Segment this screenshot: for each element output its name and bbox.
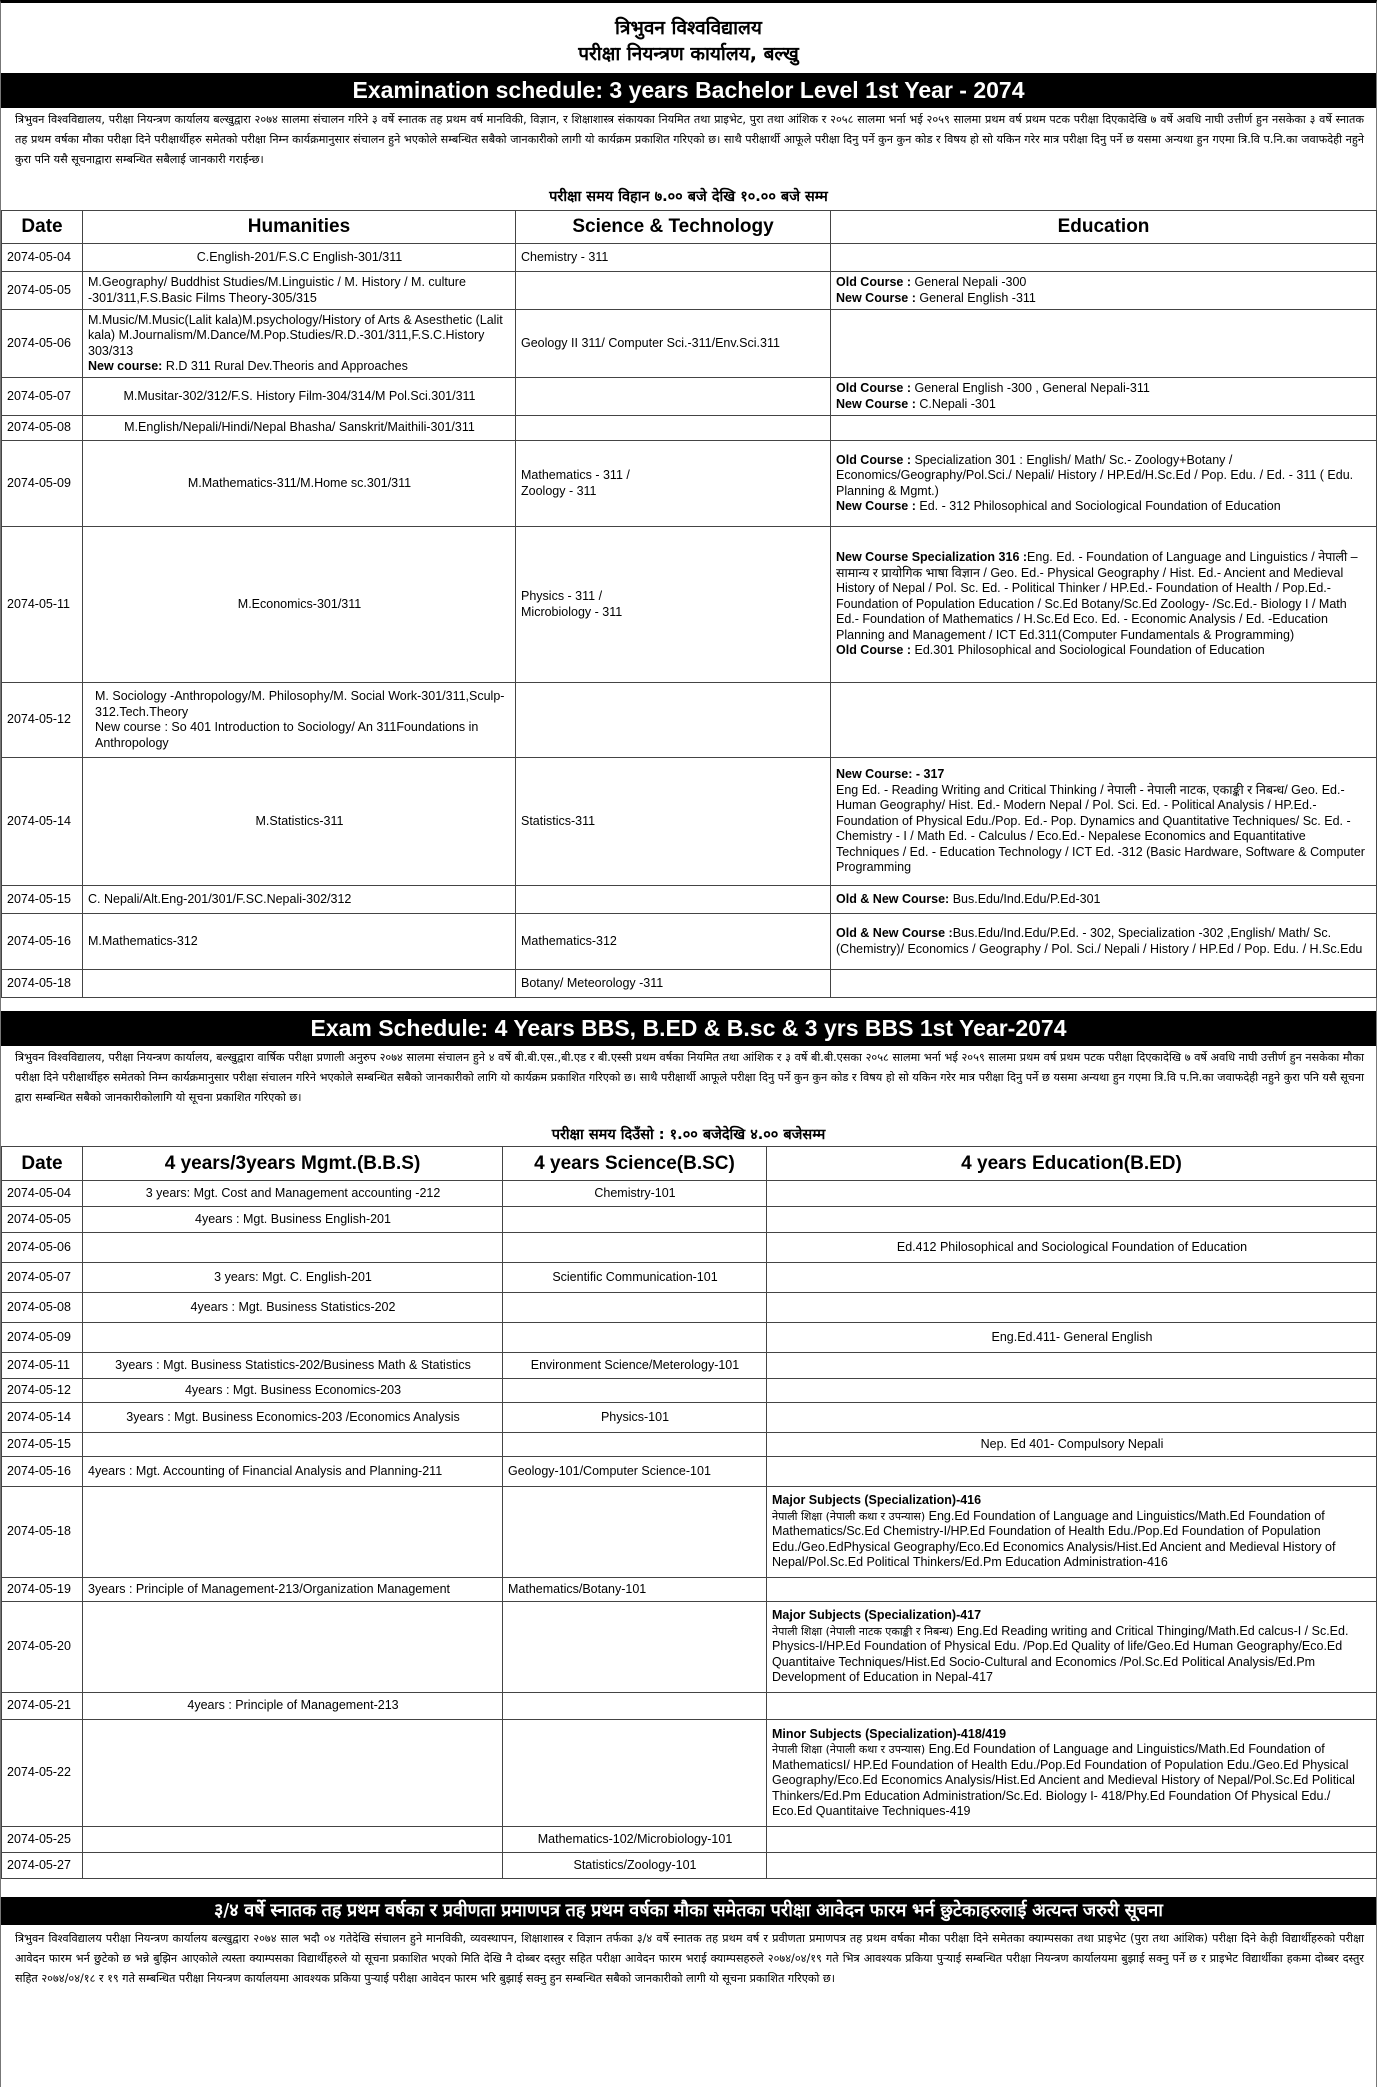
bed-cell xyxy=(767,1181,1377,1207)
date-cell: 2074-05-18 xyxy=(2,970,83,998)
education-cell xyxy=(831,416,1377,441)
bbs-cell: 3years : Mgt. Business Economics-203 /Economics Analysis xyxy=(83,1403,503,1433)
edu-label: Old Course : xyxy=(836,381,912,395)
table-row xyxy=(2,683,1377,758)
date-cell: 2074-05-19 xyxy=(2,1578,83,1602)
schedule-table-3yr xyxy=(1,210,1377,998)
bed-cell xyxy=(767,1457,1377,1487)
education-cell xyxy=(831,272,1377,310)
bsc-cell xyxy=(503,1602,767,1693)
bsc-cell xyxy=(503,1293,767,1323)
urgent-notice-title: ३/४ वर्षे स्नातक तह प्रथम वर्षका र प्रवीणता प्रमाणपत्र तह प्रथम वर्षका मौका समेतका परीक्षा आवेदन फारम भर्न छुटेकाहरुलाई अत्यन्त जरुरी सूचना xyxy=(1,1897,1376,1925)
bbs-cell: 4years : Mgt. Business Economics-203 xyxy=(83,1379,503,1403)
col-header-date: Date xyxy=(2,211,83,244)
edu-label: New Course : xyxy=(836,396,916,411)
edu-label: Old Course : xyxy=(836,643,912,658)
bsc-cell xyxy=(503,1207,767,1233)
edu-text: Bus.Edu/Ind.Edu/P.Ed. - 302, Specialization -302 ,English/ Math/ Sc.(Chemistry)/ Economics / Geography / Pol. Sci./ Nepali / History / HP.Ed / Pop. Edu. / H.Sc.Edu xyxy=(836,926,1363,956)
bed-cell xyxy=(767,1403,1377,1433)
bed-cell xyxy=(767,1827,1377,1853)
table-row xyxy=(2,970,1377,998)
science-cell xyxy=(516,527,831,683)
urgent-notice-body: त्रिभुवन विश्वविद्यालय परीक्षा नियन्त्रण कार्यालय बल्खुद्वारा २०७४ साल भदौ ०४ गतेदेखि संचालन हुने मानविकी, व्यवस्थापन, शिक्षाशास्त्र र विज्ञान तर्फका ३/४ वर्षे स्नातक तह प्रथम वर्ष र प्रवीणता प्रमाणपत्र तह प्रथम वर्षका मौका परीक्षा दिने समेतका क्याम्पसका तथा प्राइभेट (पुरा तथा आंशिक) परीक्षा दिने केही विद्यार्थीहरुको परीक्षा आवेदन फारम भर्न छुटेको छ भन्ने बुझिन आएकोले त्यस्ता क्याम्पसका विद्यार्थीहरुले यो सूचना प्रकाशित भएको मिति देखि नै दोब्बर दस्तुर सहित परीक्षा आवेदन फारम भराई क्याम्पसहरुले २०७४/०४/१९ गते भित्र आवश्यक प्रकिया पुऱ्याई सम्बन्धित परीक्षा नियन्त्रण कार्यालयमा बुझाई सक्नु पर्ने छ र प्राइभेट विद्यार्थीका हकमा दोब्बर दस्तुर सहित २०७४/०४/१८ र १९ गते सम्बन्धित परीक्षा नियन्त्रण कार्यालयमा आवश्यक प्रकिया पुऱ्याई परीक्षा आवेदन फारम भरि बुझाई सक्नु हुन सम्बन्धित सबैको जानकारीको लागी यो सूचना प्रकाशित गरिएको छ। xyxy=(15,1932,1365,1985)
bbs-cell xyxy=(83,1487,503,1578)
bed-cell xyxy=(767,1693,1377,1720)
table-header-row xyxy=(2,211,1377,244)
date-cell: 2074-05-08 xyxy=(2,1293,83,1323)
education-cell xyxy=(831,914,1377,970)
table-row xyxy=(2,758,1377,886)
edu-text: General Nepali -300 xyxy=(911,275,1027,289)
date-cell: 2074-05-09 xyxy=(2,1323,83,1353)
bbs-cell: 4years : Principle of Management-213 xyxy=(83,1693,503,1720)
education-cell xyxy=(831,310,1377,378)
humanities-cell: C.English-201/F.S.C English-301/311 xyxy=(83,244,516,272)
science-cell: Mathematics-312 xyxy=(516,914,831,970)
bed-cell xyxy=(767,1379,1377,1403)
date-cell: 2074-05-05 xyxy=(2,1207,83,1233)
science-cell xyxy=(516,378,831,416)
section2-timing: परीक्षा समय दिउँसो : १.०० बजेदेखि ४.०० बजेसम्म xyxy=(551,1127,826,1143)
table-row xyxy=(2,1207,1377,1233)
bsc-cell: Mathematics/Botany-101 xyxy=(503,1578,767,1602)
section2-notice: त्रिभुवन विश्वविद्यालय, परीक्षा नियन्त्रण कार्यालय, बल्खुद्वारा वार्षिक परीक्षा प्रणाली अनुरुप २०७४ सालमा संचालन हुने ४ वर्षे बी.बी.एस.,बी.एड र बी.एस्सी प्रथम वर्षका नियमित तथा आंशिक र ३ वर्षे बी.बी.एसका २०५८ सालमा भर्ना भई २०५९ सालमा प्रथम वर्ष प्रथम पटक परीक्षा दिएकादेखि ७ वर्षे अवधि नाघी उत्तीर्ण हुन नसकेका मौका परीक्षा दिने परीक्षार्थीहरु समेतको निम्न कार्यक्रमानुसार परीक्षा संचालन गरिने भएकोले सम्बन्धित सबैको जानकारीको लागि यो कार्यक्रम प्रकाशित गरिएको छ। साथै परीक्षार्थी आफूले परीक्षा दिनु पर्ने कुन कुन कोड र विषय हो सो यकिन गरेर मात्र परीक्षा दिनु पर्ने छ यसमा अन्यथा हुन गएमा त्रि.वि प.नि.का जवाफदेही नहुने कुरा पनि यसै सूचना द्वारा सम्बन्धित सबैको जानकारीकोलागि यो सूचना प्रकाशित गरिएको छ। xyxy=(15,1051,1364,1104)
edu-label: New Course: - 317 xyxy=(836,767,945,782)
humanities-cell: M.English/Nepali/Hindi/Nepal Bhasha/ Sanskrit/Maithili-301/311 xyxy=(83,416,516,441)
table-row xyxy=(2,272,1377,310)
date-cell: 2074-05-09 xyxy=(2,441,83,527)
table-header-row xyxy=(2,1147,1377,1181)
bed-heading: Minor Subjects (Specialization)-418/419 xyxy=(772,1726,1007,1741)
section1-title: Examination schedule: 3 years Bachelor Level 1st Year - 2074 xyxy=(1,73,1376,108)
date-cell: 2074-05-06 xyxy=(2,310,83,378)
edu-text: Eng. Ed. - Foundation of Language and Linguistics / नेपाली –सामान्य र प्रायोगिक भाषा विज्ञान / Geo. Ed.- Physical Geography / Hist. Ed.- Ancient and Medieval History of Nepal / Pol. Sc. Ed. - Political Thinker / HP.Ed.- Foundation of Health / Pop.Ed.- Foundation of Population Education / Sc.Ed Botany/Sc.Ed Zoology- /Sc.Ed.- Biology I / Math Ed.- Foundation of Mathematics / H.Sc.Ed Eco. Ed. - Economic Analysis / Ed. -Education Planning and Management / ICT Ed.311(Computer Fundamentals & Programming) xyxy=(836,550,1358,642)
bsc-cell xyxy=(503,1693,767,1720)
humanities-cell xyxy=(83,683,516,758)
bbs-cell: 3years : Principle of Management-213/Organization Management xyxy=(83,1578,503,1602)
humanities-cell: M.Mathematics-312 xyxy=(83,914,516,970)
bbs-cell: 4years : Mgt. Accounting of Financial Analysis and Planning-211 xyxy=(83,1457,503,1487)
humanities-cell: M.Geography/ Buddhist Studies/M.Linguistic / M. History / M. culture -301/311,F.S.Basic Films Theory-305/315 xyxy=(83,272,516,310)
edu-text: Ed.301 Philosophical and Sociological Foundation of Education xyxy=(911,643,1265,658)
bed-cell xyxy=(767,1487,1377,1578)
hum-text: M. Sociology -Anthropology/M. Philosophy/M. Social Work-301/311,Sculp-312.Tech.Theory xyxy=(95,689,505,719)
bbs-cell: 3years : Mgt. Business Statistics-202/Business Math & Statistics xyxy=(83,1353,503,1379)
edu-label: New Course Specialization 316 : xyxy=(836,550,1028,565)
table-row xyxy=(2,1827,1377,1853)
table-row xyxy=(2,1693,1377,1720)
bbs-cell xyxy=(83,1233,503,1263)
bed-heading: Major Subjects (Specialization)-416 xyxy=(772,1493,982,1508)
office-name: परीक्षा नियन्त्रण कार्यालय, बल्खु xyxy=(578,43,799,65)
bed-text: Eng.Ed Foundation of Language and Linguistics/Math.Ed Foundation of MathematicsI/ HP.Ed Foundation of Health Edu./Pop.Ed Foundation of Population Edu./Geo.Ed Physical Geography/Eco.Ed Economics Analysis/Hist.Ed Ancient and Medieval History of Nepal/Pol.Sc.Ed Political Thinkers/Ed.Pm Education Administration/Sc.Ed. Biology I- 418/Phy.Ed Foundation Of Physical Edu./ Eco.Ed Quantitaive Techniques-419 xyxy=(772,1742,1355,1818)
table-row xyxy=(2,1379,1377,1403)
edu-label: Old & New Course : xyxy=(836,926,953,940)
bsc-cell xyxy=(503,1433,767,1457)
bed-nepali-text: नेपाली शिक्षा (नेपाली कथा र उपन्यास) xyxy=(772,1509,926,1523)
date-cell: 2074-05-07 xyxy=(2,1263,83,1293)
bed-cell xyxy=(767,1353,1377,1379)
table-row xyxy=(2,1403,1377,1433)
bsc-cell xyxy=(503,1323,767,1353)
bed-cell: Nep. Ed 401- Compulsory Nepali xyxy=(767,1433,1377,1457)
science-cell: Botany/ Meteorology -311 xyxy=(516,970,831,998)
hum-text: M.Music/M.Music(Lalit kala)M.psychology/History of Arts & Asesthetic (Lalit kala) M.Journalism/M.Dance/M.Pop.Studies/R.D.-301/311,F.S.C.History 303/313 xyxy=(88,312,503,358)
date-cell: 2074-05-11 xyxy=(2,1353,83,1379)
sci-text: Zoology - 311 xyxy=(521,483,597,498)
education-cell xyxy=(831,886,1377,914)
science-cell: Chemistry - 311 xyxy=(516,244,831,272)
edu-text: Bus.Edu/Ind.Edu/P.Ed-301 xyxy=(949,891,1101,906)
humanities-cell: M.Musitar-302/312/F.S. History Film-304/314/M Pol.Sci.301/311 xyxy=(83,378,516,416)
edu-text: Ed. - 312 Philosophical and Sociological Foundation of Education xyxy=(915,499,1281,513)
date-cell: 2074-05-22 xyxy=(2,1720,83,1827)
humanities-cell: C. Nepali/Alt.Eng-201/301/F.SC.Nepali-302/312 xyxy=(83,886,516,914)
bsc-cell: Chemistry-101 xyxy=(503,1181,767,1207)
date-cell: 2074-05-08 xyxy=(2,416,83,441)
schedule-table-4yr xyxy=(1,1146,1377,1879)
bbs-cell: 3 years: Mgt. Cost and Management accounting -212 xyxy=(83,1181,503,1207)
table-row xyxy=(2,1293,1377,1323)
edu-text: C.Nepali -301 xyxy=(915,396,996,411)
table-row xyxy=(2,886,1377,914)
table-row xyxy=(2,244,1377,272)
bed-cell xyxy=(767,1720,1377,1827)
bbs-cell: 4years : Mgt. Business Statistics-202 xyxy=(83,1293,503,1323)
date-cell: 2074-05-04 xyxy=(2,1181,83,1207)
date-cell: 2074-05-05 xyxy=(2,272,83,310)
table-row xyxy=(2,1353,1377,1379)
table-row xyxy=(2,310,1377,378)
table-row xyxy=(2,378,1377,416)
date-cell: 2074-05-14 xyxy=(2,1403,83,1433)
bed-text: Eng.Ed Reading writing and Critical Thinging/Math.Ed calcus-I / Sc.Ed. Physics-I/HP.Ed Foundation of Physical Edu. /Pop.Ed Quality of life/Geo.Ed Human Geography/Eco.Ed Quantitaive Techniques/Hist.Ed Socio-Cultural and Economics /Pol.Sc.Ed Political Analysis/Ed.Pm Development of Education in Nepal-417 xyxy=(772,1623,1349,1685)
table-row xyxy=(2,527,1377,683)
col-header-date: Date xyxy=(2,1147,83,1181)
bed-cell xyxy=(767,1263,1377,1293)
science-cell: Geology II 311/ Computer Sci.-311/Env.Sci.311 xyxy=(516,310,831,378)
table-row xyxy=(2,1578,1377,1602)
science-cell xyxy=(516,272,831,310)
humanities-cell xyxy=(83,970,516,998)
education-cell xyxy=(831,683,1377,758)
bsc-cell: Statistics/Zoology-101 xyxy=(503,1853,767,1879)
bsc-cell: Mathematics-102/Microbiology-101 xyxy=(503,1827,767,1853)
edu-label: New Course : xyxy=(836,499,916,513)
science-cell xyxy=(516,441,831,527)
bed-cell xyxy=(767,1293,1377,1323)
education-cell xyxy=(831,244,1377,272)
office-header xyxy=(1,3,1376,73)
edu-label: Old Course : xyxy=(836,275,912,289)
date-cell: 2074-05-20 xyxy=(2,1602,83,1693)
table-row xyxy=(2,1233,1377,1263)
bsc-cell: Environment Science/Meterology-101 xyxy=(503,1353,767,1379)
bbs-cell: 3 years: Mgt. C. English-201 xyxy=(83,1263,503,1293)
bbs-cell: 4years : Mgt. Business English-201 xyxy=(83,1207,503,1233)
col-header-science: Science & Technology xyxy=(516,211,831,244)
bed-cell: Ed.412 Philosophical and Sociological Foundation of Education xyxy=(767,1233,1377,1263)
date-cell: 2074-05-04 xyxy=(2,244,83,272)
bbs-cell xyxy=(83,1602,503,1693)
table-row xyxy=(2,1487,1377,1578)
edu-label: Old & New Course: xyxy=(836,891,950,906)
humanities-cell: M.Economics-301/311 xyxy=(83,527,516,683)
bed-heading: Major Subjects (Specialization)-417 xyxy=(772,1608,982,1623)
hum-text: R.D 311 Rural Dev.Theoris and Approaches xyxy=(162,359,408,373)
bbs-cell xyxy=(83,1323,503,1353)
bsc-cell: Geology-101/Computer Science-101 xyxy=(503,1457,767,1487)
col-header-education: Education xyxy=(831,211,1377,244)
table-row xyxy=(2,1720,1377,1827)
section1-notice: त्रिभुवन विश्वविद्यालय, परीक्षा नियन्त्रण कार्यालय बल्खुद्वारा २०७४ सालमा संचालन गरिने ३ वर्षे स्नातक तह प्रथम वर्ष मानविकी, विज्ञान, र शिक्षाशास्त्र संकायका नियमित तथा प्राइभेट, पुरा तथा आंशिक र २०५८ सालमा भर्ना भई २०५९ सालमा प्रथम वर्ष प्रथम पटक परीक्षा दिएकादेखि ७ वर्षे अवधि नाघी उत्तीर्ण हुन नसकेका ३ वर्षे स्नातक तह प्रथम वर्षका मौका परीक्षा दिने परीक्षार्थीहरु समेतको परीक्षा निम्न कार्यक्रमानुसार संचालन हुने भएकोले सम्बन्धित सबैको जानकारीको लागी यो कार्यक्रम प्रकाशित गरिएको छ। साथै परीक्षार्थी आफूले परीक्षा दिनु पर्ने कुन कुन कोड र विषय हो सो यकिन गरेर मात्र परीक्षा दिनु पर्ने छ यसमा अन्यथा हुन गएमा त्रि.वि प.नि.का जवाफदेही नहुने कुरा पनि यसै सूचनाद्वारा सम्बन्धित सबैलाई जानकारी गराईन्छ। xyxy=(15,113,1364,166)
date-cell: 2074-05-16 xyxy=(2,914,83,970)
humanities-cell: M.Mathematics-311/M.Home sc.301/311 xyxy=(83,441,516,527)
bbs-cell xyxy=(83,1827,503,1853)
edu-label: Old Course : xyxy=(836,452,912,467)
date-cell: 2074-05-15 xyxy=(2,886,83,914)
bed-cell xyxy=(767,1602,1377,1693)
bed-cell: Eng.Ed.411- General English xyxy=(767,1323,1377,1353)
bsc-cell: Scientific Communication-101 xyxy=(503,1263,767,1293)
education-cell xyxy=(831,970,1377,998)
date-cell: 2074-05-15 xyxy=(2,1433,83,1457)
date-cell: 2074-05-12 xyxy=(2,1379,83,1403)
section2-title: Exam Schedule: 4 Years BBS, B.ED & B.sc & 3 yrs BBS 1st Year-2074 xyxy=(1,1011,1376,1046)
bed-nepali-text: नेपाली शिक्षा (नेपाली कथा र उपन्यास) xyxy=(772,1743,926,1756)
edu-text: General English -300 , General Nepali-311 xyxy=(911,381,1150,395)
sci-text: Microbiology - 311 xyxy=(521,604,623,619)
table-row xyxy=(2,441,1377,527)
sci-text: Physics - 311 / xyxy=(521,589,603,603)
science-cell: Statistics-311 xyxy=(516,758,831,886)
table-row xyxy=(2,1602,1377,1693)
education-cell xyxy=(831,441,1377,527)
bed-text: Eng.Ed Foundation of Language and Linguistics/Math.Ed Foundation of Mathematics/Sc.Ed Chemistry-I/HP.Ed Foundation of Health Edu./Pop.Ed Foundation of Population Edu./Geo.EdPhysical Geography/Eco.Ed Economics Analysis/Hist.Ed Ancient and Medieval History of Nepal/Pol.Sc.Ed Political Thinkers/Ed.Pm Education Administration-416 xyxy=(772,1508,1336,1570)
bed-nepali-text: नेपाली शिक्षा (नेपाली नाटक एकाङ्की र निबन्ध) xyxy=(772,1624,954,1638)
bed-cell xyxy=(767,1207,1377,1233)
bsc-cell xyxy=(503,1233,767,1263)
edu-text: Eng Ed. - Reading Writing and Critical Thinking / नेपाली - नेपाली नाटक, एकाङ्की र निबन्ध/ Geo. Ed.- Human Geography/ Hist. Ed.- Modern Nepal / Pol. Sci. Ed. - Political Analysis / HP.Ed.- Foundation of Physical Edu./Pop. Ed.- Pop. Dynamics and Quantitative Techniques/ Sc. Ed. - Chemistry - I / Math Ed. - Calculus / Eco.Ed.- Nepalese Economics and Equantitative Techniques / Ed. - Education Technology / ICT Ed. -312 (Basic Hardware, Software & Computer Programming xyxy=(836,782,1365,875)
date-cell: 2074-05-11 xyxy=(2,527,83,683)
university-name: त्रिभुवन विश्वविद्यालय xyxy=(615,17,762,39)
bed-cell xyxy=(767,1853,1377,1879)
bsc-cell xyxy=(503,1379,767,1403)
edu-label: New Course : xyxy=(836,290,916,305)
sci-text: Mathematics - 311 / xyxy=(521,468,630,482)
table-row xyxy=(2,1457,1377,1487)
date-cell: 2074-05-12 xyxy=(2,683,83,758)
education-cell xyxy=(831,378,1377,416)
col-header-humanities: Humanities xyxy=(83,211,516,244)
date-cell: 2074-05-25 xyxy=(2,1827,83,1853)
col-header-bbs: 4 years/3years Mgmt.(B.B.S) xyxy=(83,1147,503,1181)
date-cell: 2074-05-06 xyxy=(2,1233,83,1263)
humanities-cell xyxy=(83,310,516,378)
date-cell: 2074-05-14 xyxy=(2,758,83,886)
table-row xyxy=(2,1181,1377,1207)
col-header-bed: 4 years Education(B.ED) xyxy=(767,1147,1377,1181)
date-cell: 2074-05-21 xyxy=(2,1693,83,1720)
bbs-cell xyxy=(83,1720,503,1827)
table-row xyxy=(2,416,1377,441)
section1-timing: परीक्षा समय विहान ७.०० बजे देखि १०.०० बजे सम्म xyxy=(549,189,828,205)
col-header-bsc: 4 years Science(B.SC) xyxy=(503,1147,767,1181)
bsc-cell xyxy=(503,1487,767,1578)
bsc-cell: Physics-101 xyxy=(503,1403,767,1433)
hum-text: New course : So 401 Introduction to Sociology/ An 311Foundations in Anthropology xyxy=(95,720,479,750)
bed-cell xyxy=(767,1578,1377,1602)
bsc-cell xyxy=(503,1720,767,1827)
education-cell xyxy=(831,527,1377,683)
bbs-cell xyxy=(83,1853,503,1879)
bbs-cell xyxy=(83,1433,503,1457)
date-cell: 2074-05-07 xyxy=(2,378,83,416)
table-row xyxy=(2,914,1377,970)
science-cell xyxy=(516,886,831,914)
table-row xyxy=(2,1433,1377,1457)
table-row xyxy=(2,1263,1377,1293)
edu-text: Specialization 301 : English/ Math/ Sc.- Zoology+Botany / Economics/Geography/Pol.Sci./ Nepali/ History / HP.Ed/H.Sc.Ed / Pop. Edu. / Ed. - 311 ( Edu. Planning & Mgmt.) xyxy=(836,452,1354,498)
hum-label: New course: xyxy=(88,359,163,373)
date-cell: 2074-05-18 xyxy=(2,1487,83,1578)
edu-text: General English -311 xyxy=(915,290,1036,305)
date-cell: 2074-05-27 xyxy=(2,1853,83,1879)
date-cell: 2074-05-16 xyxy=(2,1457,83,1487)
education-cell xyxy=(831,758,1377,886)
science-cell xyxy=(516,416,831,441)
science-cell xyxy=(516,683,831,758)
humanities-cell: M.Statistics-311 xyxy=(83,758,516,886)
table-row xyxy=(2,1323,1377,1353)
table-row xyxy=(2,1853,1377,1879)
